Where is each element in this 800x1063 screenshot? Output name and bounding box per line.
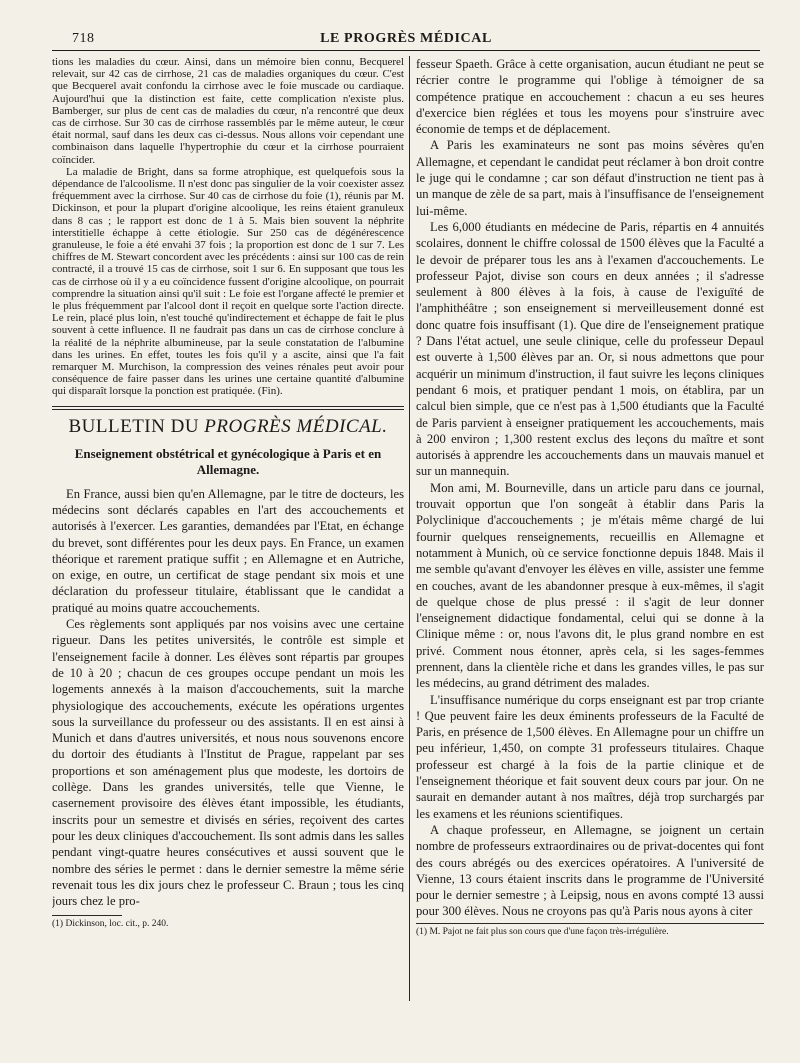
previous-article-end	[52, 56, 404, 398]
footnote: (1) Dickinson, loc. cit., p. 240.	[52, 919, 169, 930]
paragraph: Les 6,000 étudiants en médecine de Paris, répartis en 4 annuités scolaires, donnent le chiffre colossal de 1500 élèves que la Faculté a le devoir de préparer tous les ans à l'examen d'accouchements. Le professeur Pajot, divise son cours en deux années ; il s'adresse seulement à 800 élèves à la fois, à cause de l'exiguïté de l'amphithéâtre ; son enseignement si merveilleusement donné est donc quatre fois insuffisant (1). Que dire de l'enseignement pratique ? Dans l'état actuel, une seule clinique, celle du professeur Depaul est ouverte à 1,500 élèves par an. Or, si nous admettons que pour acquérir un minimum d'instruction, il faut suivre les leçons cliniques pendant 6 mois, et pratiquer pendant 1 mois, on établira, par un calcul bien simple, que ce n'est pas à 1,500 étudiants que la Faculté de Paris parvient à enseigner pratiquement les accouchements, mais à 200 environ ; 1,300 restent exclus des leçons du maître et sont autorisés à apprendre les accouchements dans un mauvais manuel et sur un mannequin.	[416, 219, 764, 479]
left-column	[52, 56, 404, 1014]
paragraph: A chaque professeur, en Allemagne, se joignent un certain nombre de professeurs extraordinaires ou de privat-docentes qui font des cours abrégés ou des exercices opératoires. A l'université de Vienne, 13 cours étaient inscrits dans le programme de l'Université pour le dernier semestre ; à Leipsig, nous en avons compté 13 aussi pour 300 élèves. Nous ne croyons pas qu'à Paris nous ayons à citer	[416, 822, 764, 919]
paragraph: A Paris les examinateurs ne sont pas moins sévères qu'en Allemagne, et cependant le candidat peut réclamer à bon droit contre le juge qui le condamne ; car son défaut d'instruction ne tient pas à un manque de zèle de sa part, mais à l'insuffisance de l'enseignement lui-même.	[416, 138, 764, 218]
paragraph: fesseur Spaeth. Grâce à cette organisation, aucun étudiant ne peut se récrier contre le programme qui l'oblige à témoigner de sa compétence pratique en accouchement : chacun a eu ses heures d'exercice bien réglées et tous les moyens pour s'instruire avec économie de temps et de déplacement.	[416, 57, 764, 137]
bulletin-heading	[52, 416, 404, 438]
article-title: Enseignement obstétrical et gynécologique à Paris et en Allemagne.	[74, 445, 382, 477]
paragraph: L'insuffisance numérique du corps enseignant est par trop criante ! Que peuvent faire les deux éminents professeurs de la Faculté de Paris, en présence de 1,500 élèves. En Allemagne pour un chiffre un peu inférieur, 1,450, on compte 31 professeurs titulaires. Chaque professeur est chargé à la fois de la partie clinique et de l'enseignement théorique et fait souvent deux cours par jour. On ne saurait en demander autant à nos maîtres, déjà trop surchargés par les examens et les réunions scientifiques.	[416, 692, 764, 821]
article-body-continued	[416, 56, 764, 920]
bulletin-heading-journal: PROGRÈS MÉDICAL.	[204, 415, 388, 437]
paragraph: Mon ami, M. Bourneville, dans un article paru dans ce journal, trouvait opportun que l'on songeât à établir dans Paris la Polyclinique d'accouchements ; je m'étais même chargé de lui fournir quelques renseignements, recueillis en Allemagne et notamment à Munich, où ce service fonctionne depuis 1848. Mais il me semble qu'avant d'envoyer les élèves en ville, assister une femme en couches, avant de les abandonner presque à eux-mêmes, il s'agit de quelque chose de plus pressé : il s'agit de leur donner l'enseignement didactique fondamental, celui qui se donne à la Clinique même : or, nous l'avons dit, le plus grand nombre en est privé. Comment nous étonner, après cela, si les sages-femmes prennent, dans la clientèle riche et dans les grandes villes, le pas sur les médecins, au grand détriment des malades.	[416, 480, 764, 691]
page-number: 718	[72, 31, 95, 46]
paragraph: Ces règlements sont appliqués par nos voisins avec une certaine rigueur. Dans les petites universités, le contrôle est simple et l'enseignement facile à donner. Les élèves sont répartis par groupes de 10 à 20 ; chacun de ces groupes occupe pendant un mois les logements annexés à la maison d'accouchements, suit la marche physiologique des accouchements, exécute les opérations urgentes sous la surveillance du professeur ou des assistants. Il en est ainsi à Munich et dans d'autres universités, et nous nous souvenons encore du dortoir des étudiants à l'Institut de Prague, rappelant par ses proportions et son aménagement plus que modeste, les dortoirs de collège. Dans les grandes universités, telle que Vienne, le casernement provisoire des élèves étant impossible, les étudiants, inscrits pour un semestre et divisés en séries, reçoivent des cartes pour les deux cliniques d'accouchement. Ils sont admis dans les salles pendant vingt-quatre heures consécutives et aussi souvent que le nombre des séries le permet : dans le dernier semestre la même série revenait tous les dix jours chez le professeur C. Braun ; tous les cinq jours chez le pro-	[52, 617, 404, 909]
paragraph: En France, aussi bien qu'en Allemagne, par le titre de docteurs, les médecins sont déclarés capables en l'art des accouchements et autorisés à l'exercer. Les garanties, demandées par l'Etat, en échange du brevet, sont différentes pour les deux pays. En France, un examen théorique et rarement pratique suffit ; en Allemagne et en Autriche, on exige, en outre, un certificat de stage pendant six mois et une déclaration du professeur titulaire, établissant que le candidat a pratiqué au moins quatre accouchements.	[52, 486, 404, 615]
column-rule	[409, 56, 410, 1001]
right-column	[416, 56, 764, 1014]
journal-title: LE PROGRÈS MÉDICAL	[320, 31, 492, 46]
paragraph: tions les maladies du cœur. Ainsi, dans un mémoire bien connu, Becquerel relevait, sur 42 cas de cirrhose, 21 cas de maladies organiques du cœur. C'est que Becquerel avait confondu la cirrhose avec le foie muscade ou cardiaque. Aujourd'hui que la distinction est faite, cette complication n'existe plus. Bamberger, sur plus de cent cas de maladies du cœur, n'a rencontré que deux cas de cirrhose. Sur 30 cas de cirrhose rassemblés par le même auteur, le cœur était normal, sauf dans les deux cas ci-dessus. Nous allons voir cependant une combinaison dans laquelle l'hypertrophie du cœur et la cirrhose pourraient coïncider.	[52, 56, 404, 166]
paragraph: La maladie de Bright, dans sa forme atrophique, est quelquefois sous la dépendance de l'alcoolisme. Il n'est donc pas singulier de la voir coexister assez fréquemment avec la cirrhose. Sur 40 cas de cirrhose du foie (1), réunis par M. Dickinson, et pour la plupart d'origine alcoolique, les reins étaient granuleux dans 8 cas ; le rapport est donc de 1 à 5. Mais bien souvent la néphrite interstitielle échappe à cette étiologie. Sur 250 cas de dégénérescence granuleuse, le foie a été envahi 37 fois ; la proportion est donc de 1 sur 7. Les chiffres de M. Stewart concordent avec les précédents : ainsi sur 100 cas de rein contracté, il a trouvé 15 cas de cirrhose, soit 1 sur 6. En supposant que tous les cas de cirrhose où il y a eu coïncidence fussent d'origine alcoolique, on pourrait comprendre la situation ainsi qu'il suit : Le foie est l'organe affecté le premier et le plus fréquemment par l'alcool dont il reçoit en quelque sorte l'action directe. Le rein, placé plus loin, n'est touché qu'indirectement et échappe de fait le plus souvent à cette influence. Il ne faudrait pas dans un cas de cirrhose conclure à la réalité de la néphrite albumineuse, par la seule constatation de l'albumine dans les urines. En effet, toutes les fois qu'il y a ascite, ainsi que l'a fait remarquer M. Murchison, la compression des veines rénales peut avoir pour conséquence de faire passer dans les urines une certaine quantité d'albumine qui disparaît lorsque la ponction est pratiquée. (Fin).	[52, 165, 404, 398]
section-divider	[52, 406, 404, 410]
footnote: (1) M. Pajot ne fait plus son cours que d'une façon très-irrégulière.	[416, 926, 669, 937]
footnote-rule	[416, 923, 764, 924]
running-header	[52, 28, 760, 51]
article-body	[52, 486, 404, 910]
footnote-rule	[52, 915, 122, 916]
bulletin-heading-prefix: BULLETIN DU	[68, 415, 205, 437]
